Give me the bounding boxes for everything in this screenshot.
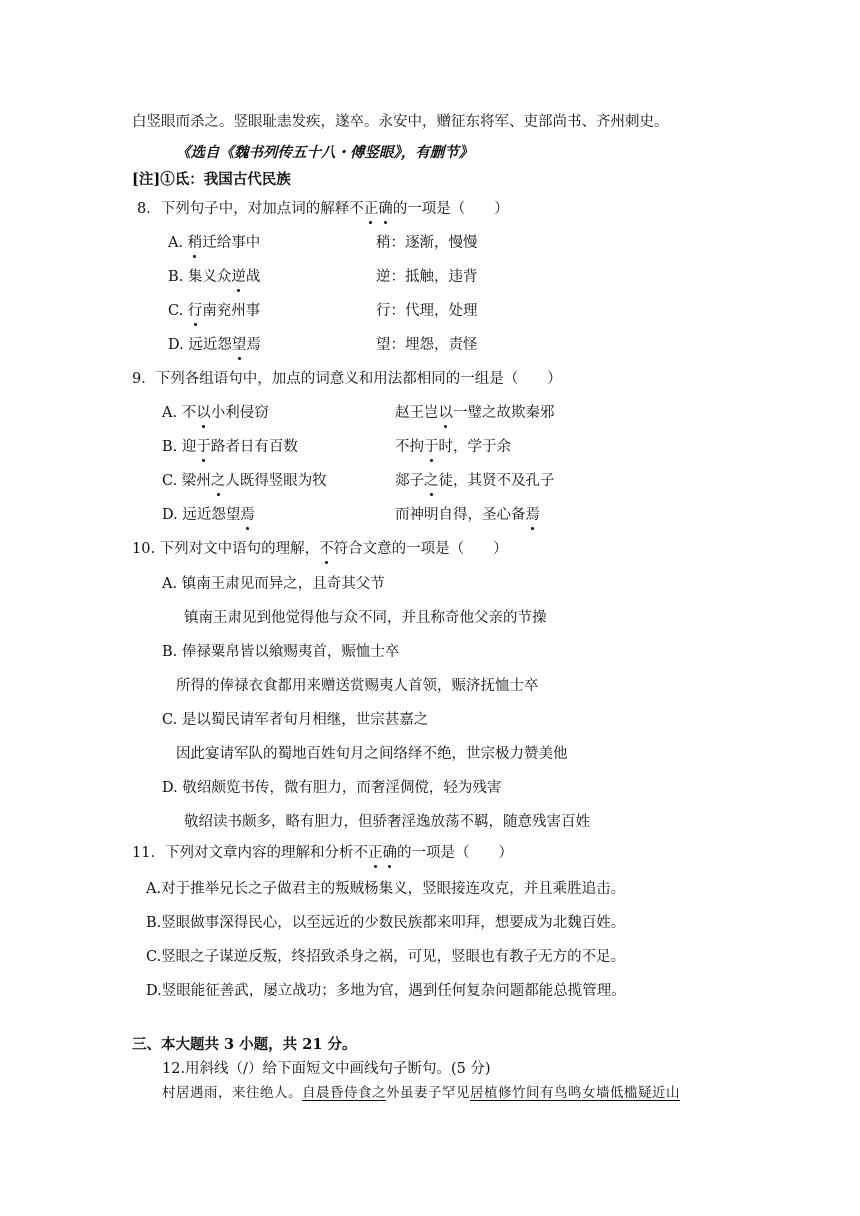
q11-option-c: C.竖眼之子谋逆反叛，终招致杀身之祸，可见，竖眼也有教子无方的不足。 [146,949,626,965]
q11-option-d: D.竖眼能征善武，屡立战功；多地为官，遇到任何复杂问题都能总揽管理。 [146,983,626,999]
passage-source: 《选自《魏书列传五十八・傅竖眼》，有删节》 [176,144,474,161]
q8-stem-b: 的一项是（ ） [392,201,509,217]
q11-option-b: B.竖眼做事深得民心，以至远近的少数民族都来叩拜，想要成为北魏百姓。 [146,915,626,931]
q8-c-gloss: 行：代理，处理 [376,303,478,319]
q12-text: 村居遇雨，来往绝人。自晨昏侍食之外虽妻子罕见居植修竹间有鸟鸣女墙低槛疑近山 [162,1085,680,1101]
q8-b-gloss: 逆：抵触，违背 [376,269,478,285]
q10-stem: 10. 下列对文中语句的理解，不符合文意的一项是（ ） [132,541,508,557]
passage-closing: 白竖眼而杀之。竖眼耻恚发疾，遂卒。永安中，赠征东将军、吏部尚书、齐州刺史。 [132,114,669,130]
passage-note: [注]①氐：我国古代民族 [132,171,291,188]
q11-option-a: A.对于推举兄长之子做君主的叛贼杨集义，竖眼接连攻克，并且乘胜追击。 [146,881,626,897]
q8-b-dot-word: 逆 [231,269,246,285]
q10-item-a-sentence: A. 镇南王肃见而异之，且奇其父节 [162,576,385,592]
section3-heading: 三、本大题共 3 小题，共 21 分。 [132,1036,357,1053]
q10-item-c-sentence: C. 是以蜀民请军者旬月相继，世宗甚嘉之 [162,712,429,728]
q8-a-gloss: 稍：逐渐，慢慢 [376,235,478,251]
q10-item-d-explain: 敬绍读书颇多，略有胆力，但骄奢淫逸放荡不羁，随意残害百姓 [184,814,590,830]
q9-option-c: C. 梁州之人既得竖眼为牧 郯子之徒，其贤不及孔子 [162,473,555,489]
q8-stem [137,199,509,219]
q10-not-dot: 不 [319,541,334,557]
q8-option-a: A. 稍迁给事中 稍：逐渐，慢慢 [168,235,478,251]
q8-a-dot-word: 稍 [187,235,203,251]
q8-d-dot-word: 望 [231,337,247,353]
q10-item-a-explain: 镇南王肃见到他觉得他与众不同，并且称奇他父亲的节操 [184,610,547,626]
q11-not-dot2: 确 [382,845,397,861]
q8-not-dot2: 确 [378,201,393,217]
q8-option-b: B. 集义众逆战 逆：抵触，违背 [168,269,478,285]
q9-stem: 9．下列各组语句中，加点的词意义和用法都相同的一组是（ ） [132,371,562,387]
q8-c-dot-word: 行 [187,303,203,319]
q9-option-a: A. 不以小利侵窃 赵王岂以一璧之故欺秦邪 [162,405,555,421]
q11-not-dot: 正 [367,845,383,861]
q12-stem: 12.用斜线（/）给下面短文中画线句子断句。(5 分) [162,1061,491,1077]
q9-option-b: B. 迎于路者日有百数 不拘于时，学于余 [162,439,511,455]
q10-item-d-sentence: D. 敬绍颇览书传，微有胆力，而奢淫倜傥，轻为残害 [162,780,502,796]
q8-not: 不 [349,201,364,217]
q10-item-c-explain: 因此宴请军队的蜀地百姓旬月之间络绎不绝，世宗极力赞美他 [176,746,568,762]
q8-d-gloss: 望：埋怨，责怪 [376,337,478,353]
q12-underlined-1: 自晨昏侍食之 [302,1085,386,1101]
q10-item-b-sentence: B. 俸禄粟帛皆以飨赐夷首，赈恤士卒 [162,644,400,660]
q9-option-d: D. 远近怨望焉 而神明自得，圣心备焉 [162,507,540,523]
q10-item-b-explain: 所得的俸禄衣食都用来赠送赏赐夷人首领，赈济抚恤士卒 [176,678,539,694]
q12-underlined-2: 居植修竹间有鸟鸣女墙低槛疑近山 [470,1085,680,1101]
q8-option-c: C. 行南兖州事 行：代理，处理 [168,303,478,319]
q8-not-dot: 正 [363,201,379,217]
q8-stem-a: 8．下列句子中，对加点词的解释 [137,201,350,217]
q8-option-d: D. 远近怨望焉 望：埋怨，责怪 [168,337,478,353]
q11-stem: 11．下列对文章内容的理解和分析不正确的一项是（ ） [132,845,513,861]
